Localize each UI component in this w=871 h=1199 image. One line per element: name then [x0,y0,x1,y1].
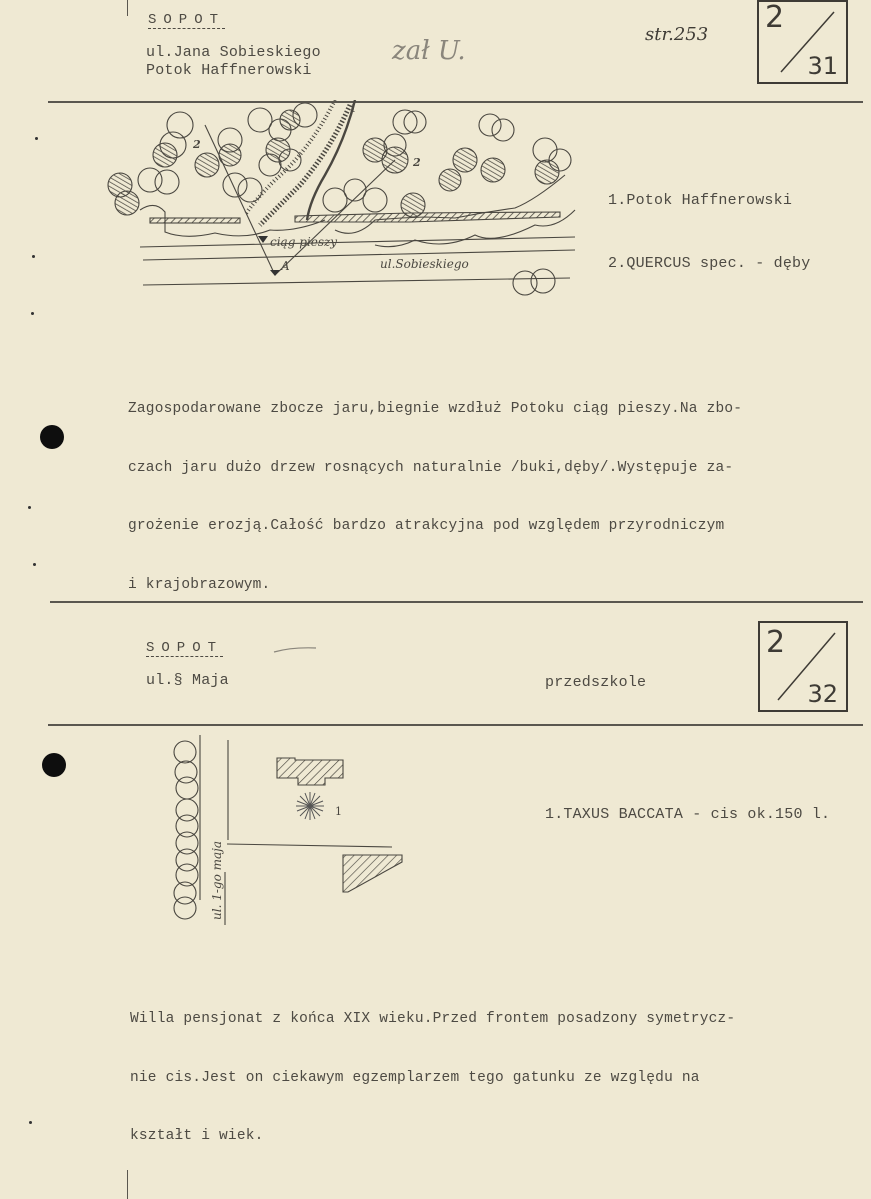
subject-label: Potok Haffnerowski [146,62,312,79]
pencil-stroke [272,645,318,655]
handwritten-annotation: zał U. [392,36,466,66]
entry-separator [50,601,863,603]
description-line: Zagospodarowane zbocze jaru,biegnie wzdłuż Potoku ciąg pieszy.Na zbo- [128,401,743,417]
legend-list [608,148,810,316]
sketch-label-marker-a: A [281,259,290,273]
description-paragraph [130,971,735,1186]
sketch-label-stream: 1 [350,102,357,115]
record-number-major: 2 [765,0,785,35]
record-number-major: 2 [766,625,786,660]
record-number-minor: 32 [807,680,838,708]
speck [29,1121,32,1124]
punch-hole-top [40,425,64,449]
record-number-minor: 31 [807,52,838,80]
description-line: grożenie erozją.Całość bardzo atrakcyjna pod względem przyrodniczym [128,518,725,534]
sketch-label-footpath: ciąg pieszy [270,235,338,249]
city-heading: SOPOT [146,640,224,656]
record-number-box [757,0,848,84]
punch-hole-bottom [42,753,66,777]
legend-item: 1.Potok Haffnerowski [608,192,793,209]
sketch-label-oak: 2 [413,156,421,169]
speck [32,255,35,258]
legend-item: 1.TAXUS BACCATA - cis ok.150 l. [545,806,831,823]
legend-item: 2.QUERCUS spec. - dęby [608,255,811,272]
page-reference: str.253 [645,24,709,45]
margin-line-bottom [127,1170,128,1199]
site-sketch-map [95,100,595,305]
legend-list [545,772,830,857]
speck [31,312,34,315]
record-number-box [758,621,848,712]
yew-tree-symbol [296,792,324,820]
street-label: ul.Jana Sobieskiego [146,44,321,61]
description-line: i krajobrazowym. [128,576,271,593]
city-heading: SOPOT [148,12,226,28]
description-line: czach jaru dużo drzew rosnących naturalnie /buki,dęby/.Występuje za- [128,459,734,476]
description-line: kształt i wiek. [130,1128,264,1144]
sketch-label-street: ul. 1-go maja [210,840,224,920]
sketch-label-oak: 2 [193,138,201,151]
speck [28,506,31,509]
margin-line-top [127,0,128,16]
site-sketch-map [165,730,415,930]
street-label: ul.§ Maja [146,672,229,689]
speck [35,137,38,140]
description-line: Willa pensjonat z końca XIX wieku.Przed frontem posadzony symetrycz- [130,1011,736,1027]
speck [33,563,36,566]
section-divider [48,724,863,726]
sketch-label-yew: 1 [335,805,342,818]
subject-label: przedszkole [545,674,647,691]
sketch-label-street: ul.Sobieskiego [380,257,469,271]
description-paragraph [128,361,742,634]
description-line: nie cis.Jest on ciekawym egzemplarzem tego gatunku ze względu na [130,1069,700,1086]
